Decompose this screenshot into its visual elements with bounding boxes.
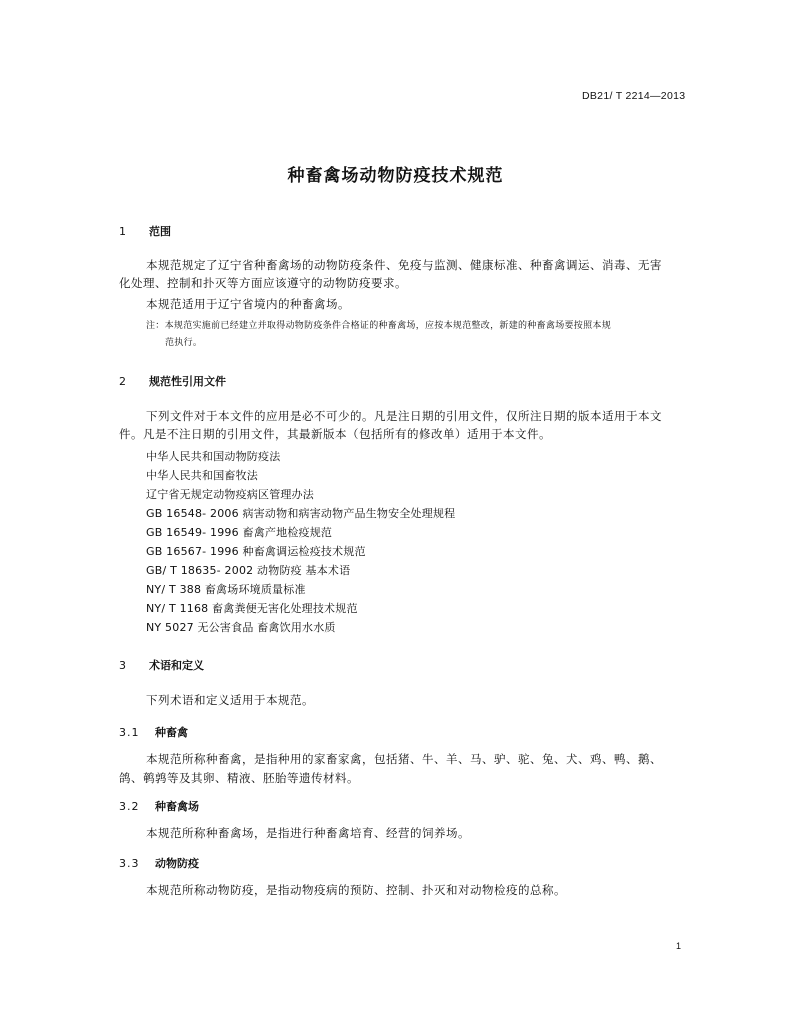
reference-item: GB 16549- 1996 畜禽产地检疫规范 (146, 526, 333, 539)
paragraph-line: 化处理、控制和扑灭等方面应该遵守的动物防疫要求。 (119, 276, 407, 290)
reference-item: 中华人民共和国畜牧法 (146, 469, 258, 482)
section-title: 规范性引用文件 (149, 375, 226, 388)
section-3-heading (119, 657, 204, 673)
paragraph-line: 本规范所称种畜禽场，是指进行种畜禽培育、经营的饲养场。 (146, 826, 470, 840)
section-title: 范围 (149, 225, 171, 238)
subsection-title: 动物防疫 (155, 857, 199, 870)
reference-item: NY 5027 无公害食品 畜禽饮用水水质 (146, 621, 336, 634)
paragraph-line: 鸽、鹌鹑等及其卵、精液、胚胎等遗传材料。 (119, 771, 359, 785)
section-number: 1 (119, 225, 126, 238)
note-line: 注：本规范实施前已经建立并取得动物防疫条件合格证的种畜禽场，应按本规范整改，新建的种畜禽场要按照本规 (146, 321, 612, 331)
paragraph-line: 本规范规定了辽宁省种畜禽场的动物防疫条件、免疫与监测、健康标准、种畜禽调运、消毒、无害 (146, 258, 662, 272)
section-2-heading (119, 373, 226, 389)
subsection-3-2-heading (119, 798, 199, 814)
reference-item: GB 16548- 2006 病害动物和病害动物产品生物安全处理规程 (146, 507, 456, 520)
subsection-3-3-heading (119, 855, 199, 871)
paragraph-line: 本规范适用于辽宁省境内的种畜禽场。 (146, 297, 350, 311)
subsection-3-1-heading (119, 724, 188, 740)
reference-item: GB 16567- 1996 种畜禽调运检疫技术规范 (146, 545, 366, 558)
subsection-title: 种畜禽 (155, 726, 188, 739)
reference-item: 辽宁省无规定动物疫病区管理办法 (146, 488, 314, 501)
subsection-number: 3.1 (119, 726, 140, 739)
note-line: 范执行。 (165, 338, 203, 348)
section-number: 3 (119, 659, 126, 672)
reference-item: NY/ T 1168 畜禽粪便无害化处理技术规范 (146, 602, 358, 615)
paragraph-line: 本规范所称动物防疫，是指动物疫病的预防、控制、扑灭和对动物检疫的总称。 (146, 883, 566, 897)
subsection-number: 3.3 (119, 857, 140, 870)
subsection-number: 3.2 (119, 800, 140, 813)
paragraph-line: 本规范所称种畜禽，是指种用的家畜家禽，包括猪、牛、羊、马、驴、驼、兔、犬、鸡、鸭、鹅、 (146, 752, 662, 766)
reference-item: GB/ T 18635- 2002 动物防疫 基本术语 (146, 564, 351, 577)
section-number: 2 (119, 375, 126, 388)
section-title: 术语和定义 (149, 659, 204, 672)
page-title: 种畜禽场动物防疫技术规范 (287, 166, 504, 186)
subsection-title: 种畜禽场 (155, 800, 199, 813)
section-1-heading (119, 223, 171, 239)
page-number: 1 (676, 941, 682, 951)
reference-item: NY/ T 388 畜禽场环境质量标准 (146, 583, 306, 596)
paragraph-line: 件。凡是不注日期的引用文件，其最新版本（包括所有的修改单）适用于本文件。 (119, 427, 551, 441)
document-code: DB21/ T 2214—2013 (582, 90, 686, 102)
paragraph-line: 下列文件对于本文件的应用是必不可少的。凡是注日期的引用文件，仅所注日期的版本适用于本文 (146, 409, 662, 423)
paragraph-line: 下列术语和定义适用于本规范。 (146, 693, 314, 707)
reference-item: 中华人民共和国动物防疫法 (146, 450, 281, 463)
